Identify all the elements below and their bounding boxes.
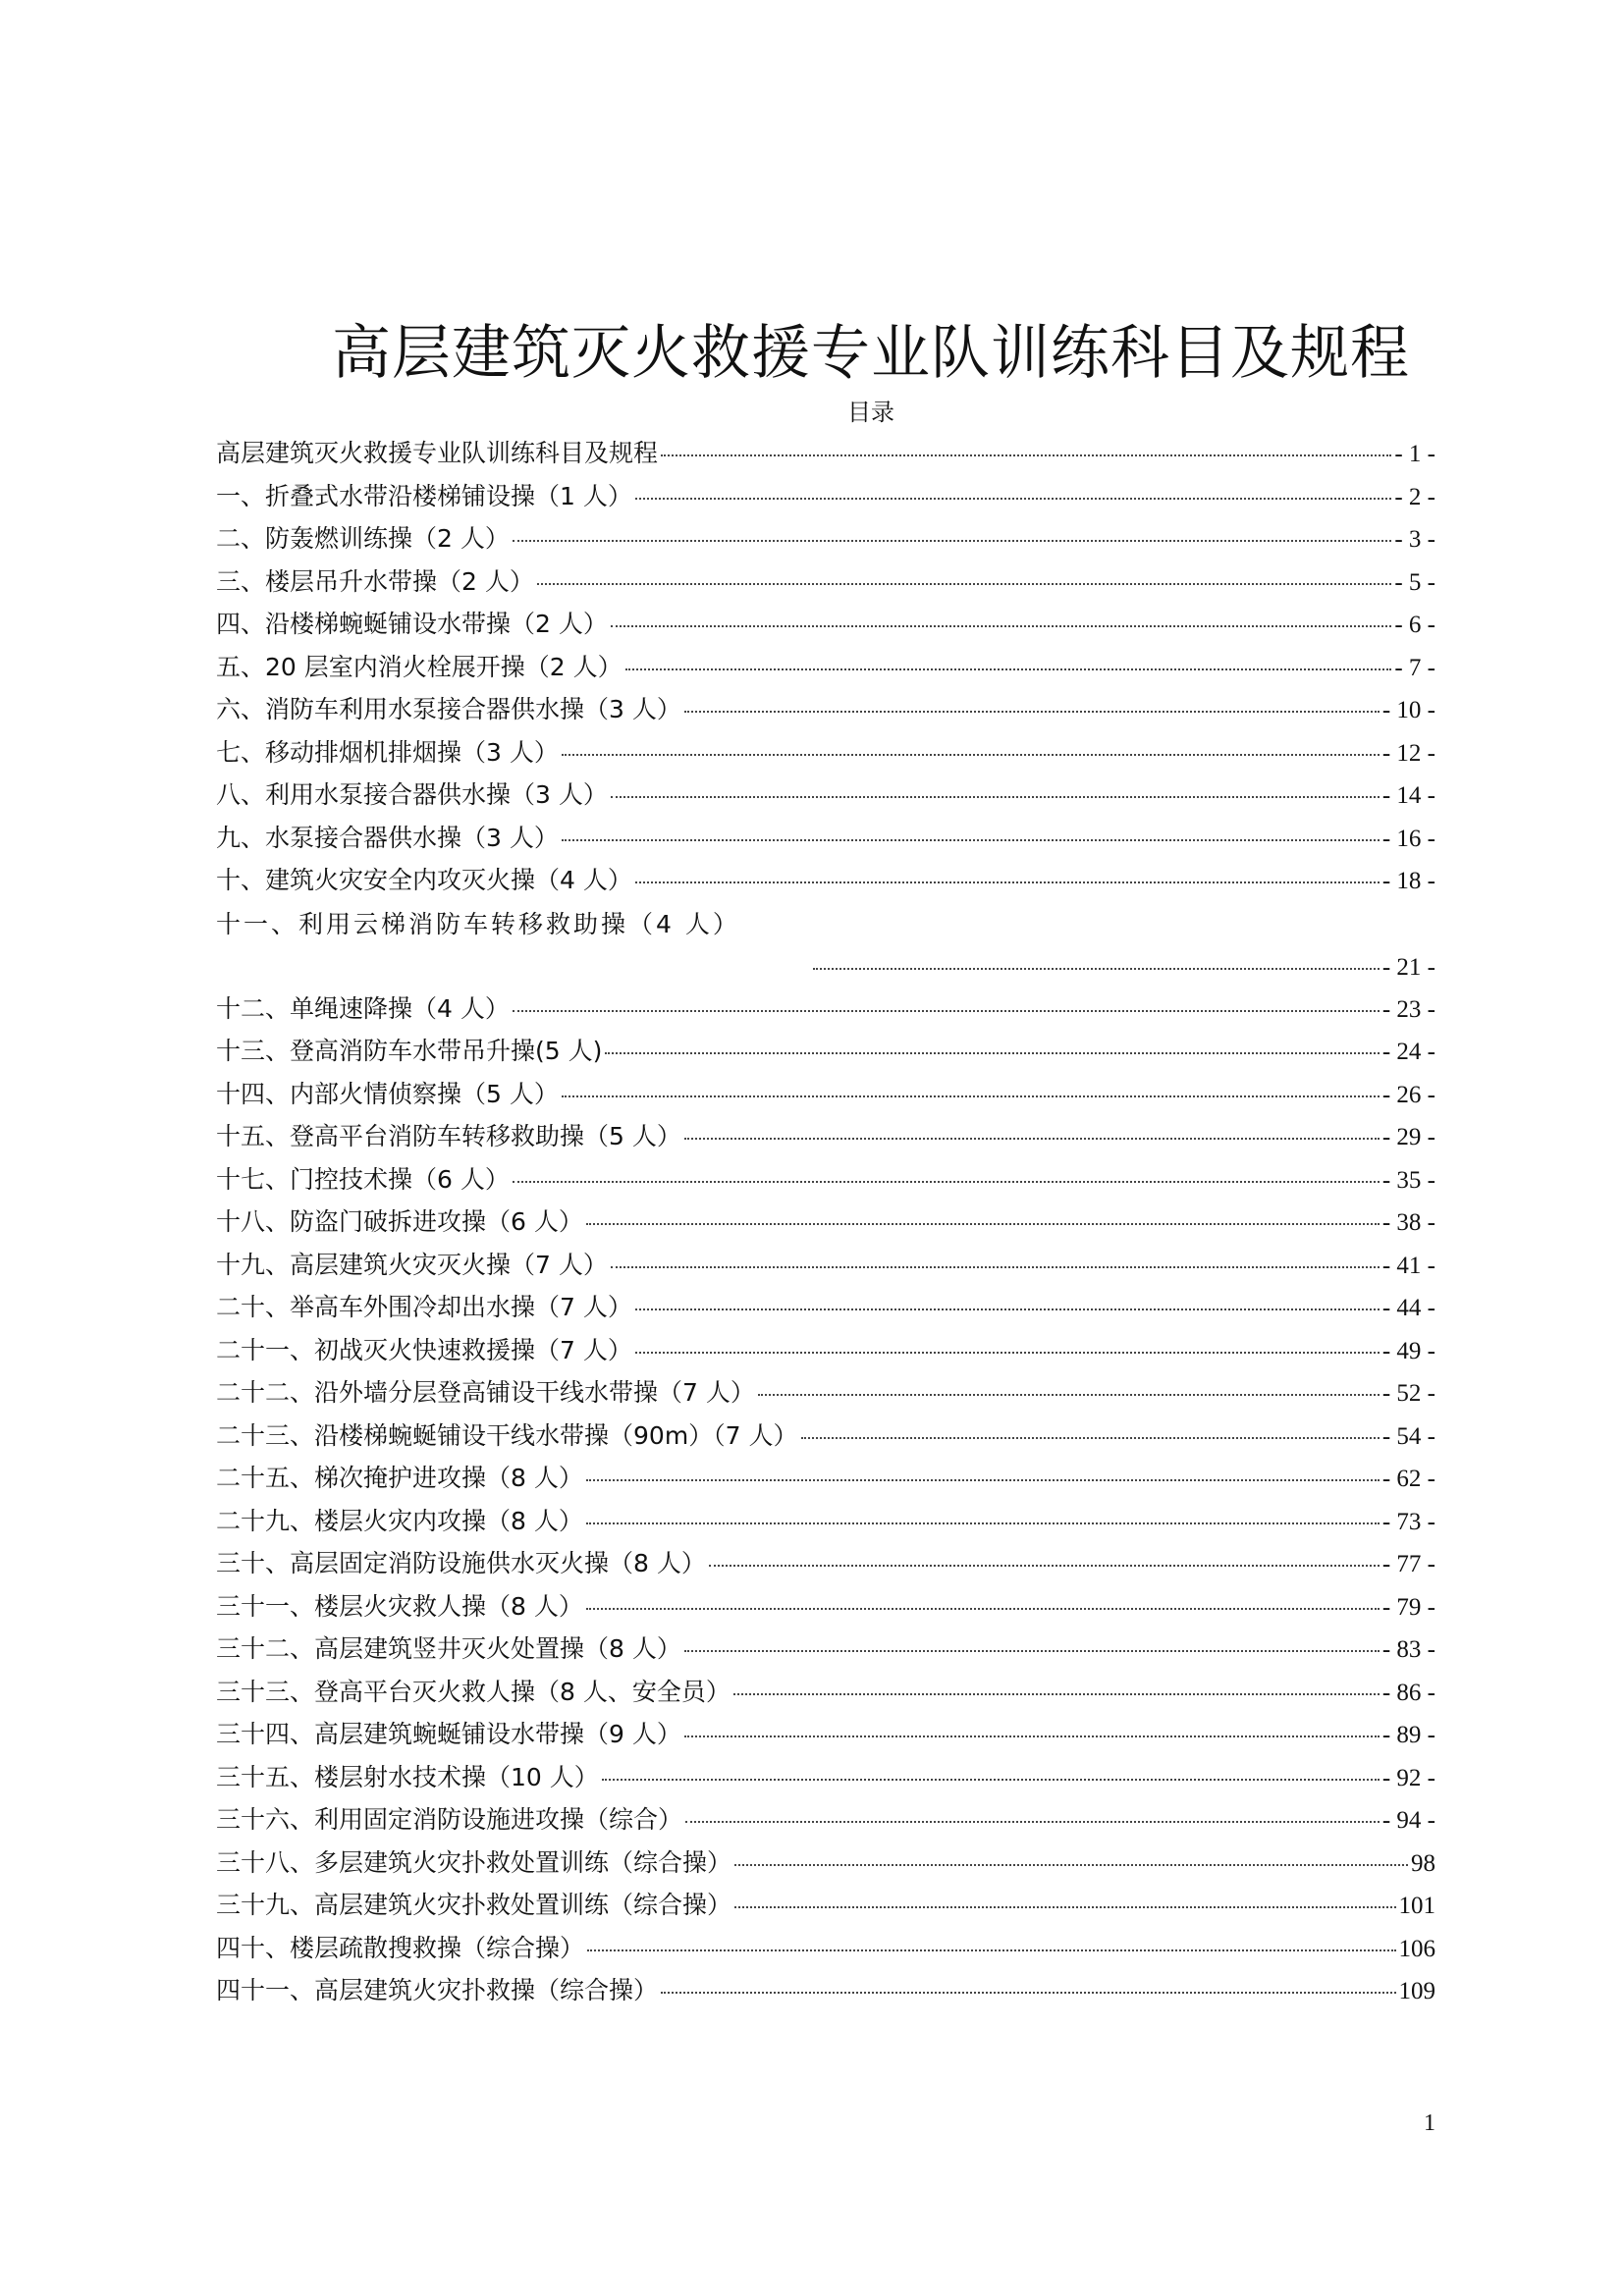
toc-entry-continuation [216,947,1435,988]
toc-leader-dots [801,1437,1380,1439]
toc-entry-label: 三十五、楼层射水技术操（10 人） [216,1762,599,1791]
toc-entry-label: 十七、门控技术操（6 人） [216,1164,510,1194]
toc-entry-label: 三十、高层固定消防设施供水灭火操（8 人） [216,1549,706,1577]
toc-entry-label: 三十九、高层建筑火灾扑救处置训练（综合操） [216,1891,732,1919]
toc-entry-label: 十一、利用云梯消防车转移救助操（4 人） [216,909,740,938]
toc-leader-dots [709,1565,1380,1567]
toc-entry[interactable] [216,1371,1435,1415]
toc-entry[interactable] [216,432,1435,475]
toc-entry-page: - 26 - [1381,1081,1435,1108]
toc-entry[interactable] [216,1798,1435,1842]
toc-entry-page: - 49 - [1381,1337,1435,1364]
toc-entry-page: - 23 - [1381,995,1435,1023]
toc-entry-label: 四十一、高层建筑火灾扑救操（综合操） [216,1976,659,2004]
toc-entry-label: 三、楼层吊升水带操（2 人） [216,566,534,596]
toc-entry-page: - 29 - [1381,1124,1435,1150]
toc-leader-dots [586,1479,1380,1481]
toc-heading: 目录 [847,399,894,426]
toc-entry-label: 二十二、沿外墙分层登高铺设干线水带操（7 人） [216,1378,755,1407]
toc-entry-label: 五、20 层室内消火栓展开操（2 人） [216,652,623,681]
toc-leader-dots [605,1052,1379,1054]
toc-leader-dots [611,796,1380,798]
toc-entry-label: 十五、登高平台消防车转移救助操（5 人） [216,1122,681,1150]
toc-entry-page: - 73 - [1381,1508,1435,1535]
toc-leader-dots [635,881,1380,883]
toc-leader-dots [513,1010,1380,1012]
toc-entry-page: - 3 - [1394,526,1435,553]
toc-entry-label: 九、水泵接合器供水操（3 人） [216,823,559,852]
toc-leader-dots [734,1906,1395,1908]
toc-entry-label: 三十一、楼层火灾救人操（8 人） [216,1591,583,1621]
toc-entry-page: - 94 - [1381,1807,1435,1834]
toc-entry[interactable] [216,1500,1435,1543]
toc-entry-page: - 89 - [1381,1722,1435,1748]
toc-entry-page: - 54 - [1381,1422,1435,1450]
toc-entry-page: - 44 - [1381,1295,1435,1321]
toc-entry-page: 106 [1398,1935,1435,1962]
toc-entry-page: - 21 - [1381,953,1435,981]
toc-leader-dots [635,1352,1380,1354]
toc-leader-dots [537,583,1391,585]
toc-entry[interactable] [216,1201,1435,1244]
toc-entry[interactable] [216,1927,1435,1970]
toc-leader-dots [635,1308,1380,1310]
toc-entry[interactable] [216,1115,1435,1158]
toc-entry-page: - 52 - [1381,1380,1435,1407]
toc-leader-dots [684,1138,1380,1140]
toc-leader-dots [611,625,1391,627]
toc-entry[interactable] [216,1756,1435,1799]
toc-leader-dots [586,1608,1380,1610]
toc-entry[interactable] [216,1884,1435,1927]
toc-leader-dots [513,1181,1380,1183]
toc-entry[interactable] [216,774,1435,817]
toc-entry-page: - 16 - [1381,825,1435,852]
toc-entry-label: 二十三、沿楼梯蜿蜒铺设干线水带操（90m）（7 人） [216,1420,798,1450]
toc-entry-label: 四十、楼层疏散搜救操（综合操） [216,1933,585,1962]
toc-entry-page: - 41 - [1381,1252,1435,1279]
toc-leader-dots [734,1864,1408,1866]
toc-entry-label: 三十三、登高平台灭火救人操（8 人、安全员） [216,1677,731,1706]
toc-entry-label: 三十二、高层建筑竖井灭火处置操（8 人） [216,1634,681,1663]
toc-entry-label: 八、利用水泵接合器供水操（3 人） [216,780,608,809]
toc-entry-page: - 35 - [1381,1166,1435,1194]
toc-entry-label: 四、沿楼梯蜿蜒铺设水带操（2 人） [216,610,608,638]
toc-entry-label: 十八、防盗门破拆进攻操（6 人） [216,1207,583,1236]
toc-leader-dots [684,711,1380,713]
toc-entry[interactable] [216,561,1435,604]
toc-entry-label: 二十、举高车外围冷却出水操（7 人） [216,1293,632,1321]
toc-entry-page: - 38 - [1381,1209,1435,1236]
toc-leader-dots [685,1821,1380,1823]
toc-entry[interactable] [216,731,1435,774]
footer-page-number: 1 [1424,2110,1435,2136]
table-of-contents [216,432,1435,2012]
toc-entry-label: 二、防轰燃训练操（2 人） [216,524,510,553]
toc-entry[interactable] [216,603,1435,646]
toc-entry-label: 二十五、梯次掩护进攻操（8 人） [216,1464,583,1492]
toc-entry-label: 十四、内部火情侦察操（5 人） [216,1079,559,1108]
toc-entry-page: - 77 - [1381,1551,1435,1577]
toc-entry-page: 98 [1411,1849,1435,1877]
toc-entry[interactable] [216,902,1435,988]
toc-entry[interactable] [216,1415,1435,1458]
toc-entry[interactable] [216,1713,1435,1756]
toc-entry[interactable] [216,1457,1435,1500]
toc-entry-page: - 10 - [1381,697,1435,723]
toc-entry[interactable] [216,988,1435,1031]
toc-leader-dots [602,1779,1380,1781]
toc-entry-page: 101 [1398,1893,1435,1919]
toc-entry-page: - 92 - [1381,1764,1435,1791]
toc-entry-page: - 83 - [1381,1636,1435,1663]
toc-entry-label: 二十九、楼层火灾内攻操（8 人） [216,1506,583,1535]
toc-entry-label: 六、消防车利用水泵接合器供水操（3 人） [216,695,681,723]
toc-entry[interactable] [216,517,1435,561]
toc-entry[interactable] [216,1542,1435,1585]
toc-entry[interactable] [216,475,1435,518]
toc-leader-dots [513,540,1391,542]
toc-leader-dots [562,1095,1380,1097]
toc-entry[interactable] [216,1969,1435,2012]
toc-leader-dots [586,1522,1380,1524]
document-title: 高层建筑灭火救援专业队训练科目及规程 [332,319,1410,388]
toc-entry-label: 三十六、利用固定消防设施进攻操（综合） [216,1805,683,1834]
toc-entry[interactable] [216,1585,1435,1629]
toc-entry[interactable] [216,1073,1435,1116]
toc-entry-page: - 5 - [1394,568,1435,596]
toc-entry[interactable] [216,817,1435,860]
toc-entry-label: 三十四、高层建筑蜿蜒铺设水带操（9 人） [216,1720,681,1748]
toc-entry-page: - 7 - [1394,654,1435,681]
toc-entry[interactable] [216,1286,1435,1329]
toc-entry[interactable] [216,1158,1435,1201]
toc-leader-dots [684,1650,1380,1652]
toc-entry[interactable] [216,1244,1435,1287]
toc-leader-dots [587,1949,1395,1951]
toc-entry-label: 一、折叠式水带沿楼梯铺设操（1 人） [216,481,632,510]
toc-entry-page: - 12 - [1381,739,1435,767]
toc-entry-page: - 14 - [1381,782,1435,809]
toc-leader-dots [625,668,1392,670]
toc-entry-label: 七、移动排烟机排烟操（3 人） [216,737,559,767]
toc-entry[interactable] [216,1671,1435,1714]
toc-leader-dots [562,839,1380,841]
toc-entry[interactable] [216,1030,1435,1073]
toc-entry-label: 二十一、初战灭火快速救援操（7 人） [216,1335,632,1364]
toc-leader-dots [661,1992,1395,1994]
toc-entry[interactable] [216,646,1435,689]
toc-entry-page: - 79 - [1381,1593,1435,1621]
toc-entry-page: - 86 - [1381,1679,1435,1706]
toc-leader-dots [586,1223,1380,1225]
toc-entry-page: 109 [1398,1978,1435,2004]
toc-entry[interactable] [216,859,1435,902]
toc-entry[interactable] [216,1329,1435,1372]
toc-entry-page: - 62 - [1381,1466,1435,1492]
toc-leader-dots [562,754,1380,756]
toc-entry-page: - 24 - [1381,1039,1435,1065]
toc-entry-label: 十三、登高消防车水带吊升操(5 人) [216,1037,603,1065]
toc-entry-label: 十九、高层建筑火灾灭火操（7 人） [216,1250,608,1279]
toc-entry[interactable] [216,1842,1435,1885]
toc-entry[interactable] [216,688,1435,731]
toc-leader-dots [758,1394,1380,1396]
toc-entry-label: 十二、单绳速降操（4 人） [216,993,510,1023]
toc-entry-page: - 18 - [1381,868,1435,894]
toc-entry-page: - 2 - [1394,483,1435,510]
toc-leader-dots [733,1693,1380,1695]
toc-entry-page: - 6 - [1394,612,1435,638]
toc-entry-label: 高层建筑灭火救援专业队训练科目及规程 [216,439,659,467]
toc-leader-dots [611,1266,1380,1268]
toc-leader-dots [661,454,1391,456]
toc-entry-label: 三十八、多层建筑火灾扑救处置训练（综合操） [216,1847,732,1877]
toc-entry-page: - 1 - [1394,441,1435,467]
toc-leader-dots [684,1735,1380,1737]
toc-leader-dots [635,498,1391,500]
toc-leader-dots [813,968,1380,970]
toc-entry[interactable] [216,1628,1435,1671]
toc-entry-label: 十、建筑火灾安全内攻灭火操（4 人） [216,866,632,894]
